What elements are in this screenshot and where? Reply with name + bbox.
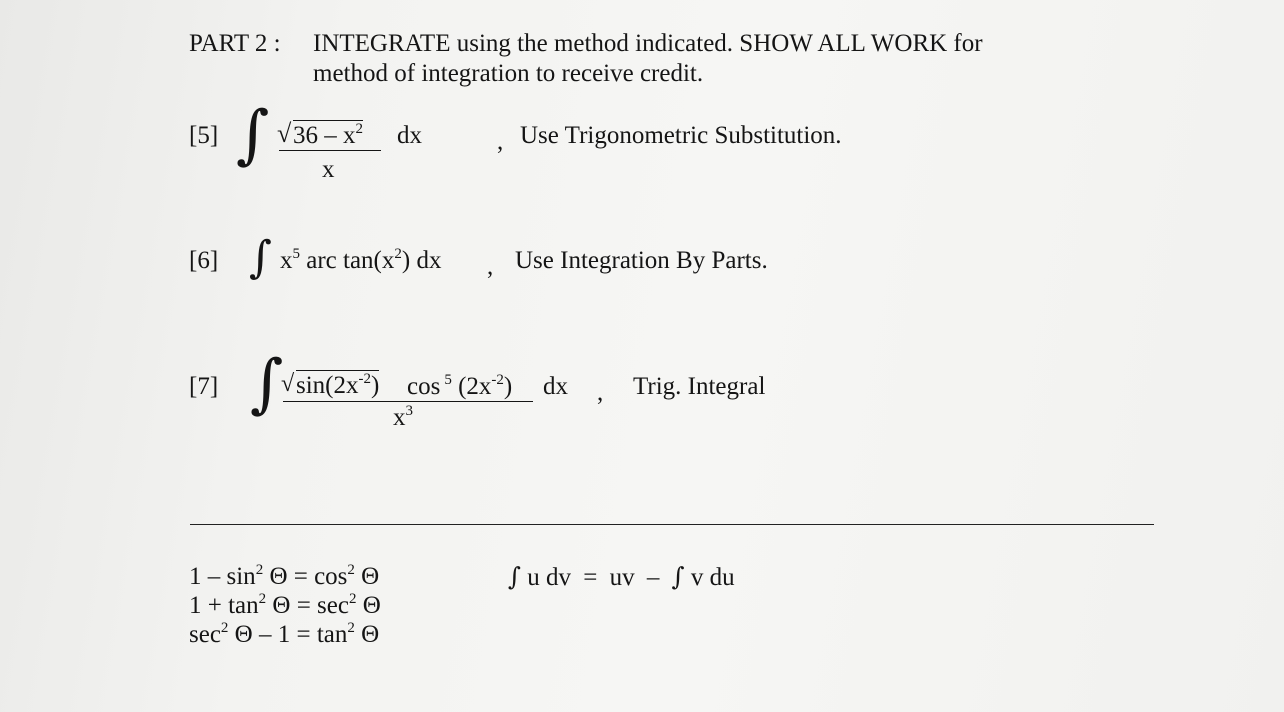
problem-number: [5] [189, 122, 219, 149]
numerator-radicand [293, 120, 363, 148]
identity-part: Θ = cos [263, 563, 348, 590]
sin-close: ) [371, 372, 380, 399]
identity-row [189, 593, 381, 618]
fraction-bar [283, 401, 533, 402]
identity-exp: 2 [347, 620, 355, 636]
denominator-x: x [393, 404, 406, 431]
arg-exponent: -2 [491, 372, 504, 388]
denominator: x [322, 156, 335, 183]
identity-row [189, 564, 379, 589]
part-label: PART 2 : [189, 30, 281, 57]
identity-part: Θ [354, 621, 380, 648]
integrand [280, 248, 441, 273]
differential: dx [397, 122, 422, 149]
denominator-exponent: 3 [405, 403, 413, 419]
integral-sign: ∫ [236, 98, 270, 172]
comma: , [497, 128, 504, 155]
identity-exp: 2 [255, 562, 264, 578]
arctan-text: arc tan(x [306, 247, 395, 274]
identity-row [189, 622, 379, 647]
denominator [393, 405, 413, 430]
identity-exp: 2 [220, 620, 229, 636]
identity-part: Θ = sec [266, 592, 349, 619]
identity-part: Θ [354, 563, 380, 590]
identity-part: 1 – sin [189, 563, 256, 590]
arg-text: (2x [458, 373, 492, 400]
identity-part: 1 + tan [189, 592, 259, 619]
equals: = [583, 564, 598, 591]
instructions-line-1: INTEGRATE using the method indicated. SHOW ALL WORK for [313, 30, 983, 57]
method-label: Use Integration By Parts. [515, 247, 768, 274]
comma: , [487, 253, 494, 280]
sin-exponent: -2 [358, 371, 371, 387]
sqrt-symbol: √ [277, 119, 292, 148]
identity-part: sec [189, 621, 221, 648]
radicand-exponent: 2 [355, 121, 363, 137]
fraction-bar [279, 150, 381, 151]
integral-sign: ∫ [250, 347, 284, 421]
comma: , [597, 379, 604, 406]
rhs: v du [690, 564, 735, 591]
integral-sign: ∫ [671, 562, 685, 591]
differential: dx [543, 373, 568, 400]
integration-by-parts-formula [508, 564, 735, 590]
x-exponent: 5 [292, 246, 300, 262]
identity-exp: 2 [348, 591, 357, 607]
method-label: Trig. Integral [633, 373, 766, 400]
divider-line [190, 524, 1154, 525]
sqrt-symbol: √ [281, 371, 295, 397]
sin-radicand [296, 370, 379, 398]
radicand-text: 36 – x [293, 122, 356, 149]
identity-exp: 2 [258, 591, 267, 607]
method-label: Use Trigonometric Substitution. [520, 122, 842, 149]
identity-part: Θ [356, 592, 381, 619]
sin-text: sin(2x [296, 372, 359, 399]
lhs: u dv [527, 564, 572, 591]
close-dx: ) dx [401, 247, 442, 274]
identity-exp: 2 [347, 562, 355, 578]
identity-part: Θ – 1 = tan [228, 621, 348, 648]
problem-number: [7] [189, 373, 219, 400]
cos-text: cos [407, 373, 441, 400]
x-term: x [280, 247, 293, 274]
minus: – [646, 564, 660, 591]
cos-term [407, 374, 512, 399]
problem-number: [6] [189, 247, 219, 274]
integral-sign: ∫ [249, 232, 272, 283]
instructions-line-2: method of integration to receive credit. [313, 60, 704, 87]
inner-exponent: 2 [394, 246, 402, 262]
integral-sign: ∫ [508, 562, 522, 591]
arg-close: ) [503, 373, 513, 400]
cos-exponent: 5 [444, 372, 452, 388]
uv-term: uv [609, 564, 635, 591]
